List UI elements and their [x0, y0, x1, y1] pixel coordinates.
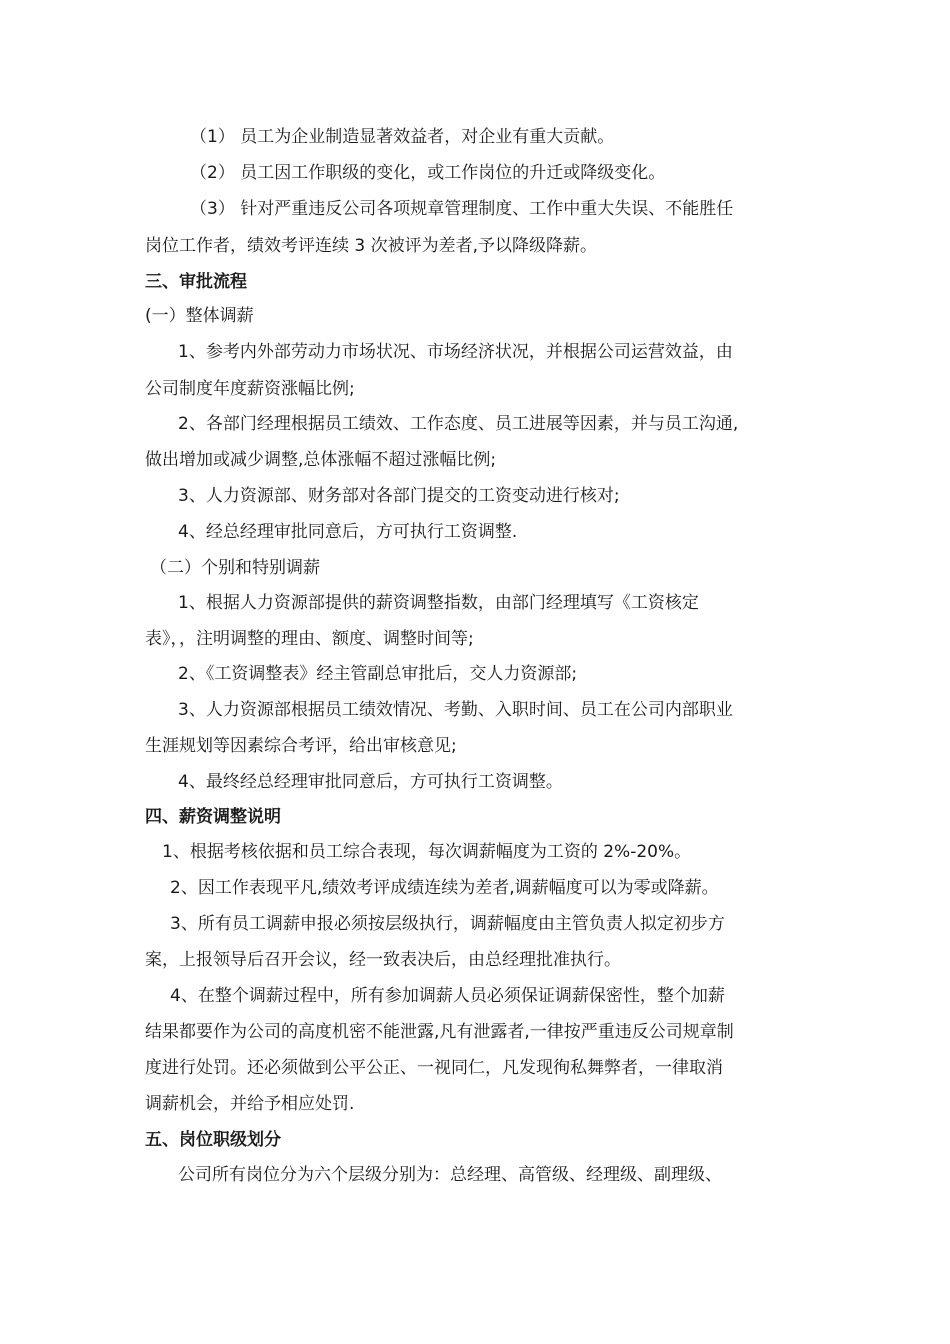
subsection-heading: （二）个别和特别调薪	[150, 558, 320, 578]
paragraph-line: 2、《工资调整表》经主管副总审批后，交人力资源部;	[178, 664, 578, 684]
paragraph-line: 做出增加或减少调整,总体涨幅不超过涨幅比例;	[145, 450, 497, 470]
paragraph-line: 生涯规划等因素综合考评，给出审核意见;	[145, 736, 457, 756]
paragraph-line: （2） 员工因工作职级的变化，或工作岗位的升迁或降级变化。	[190, 163, 666, 183]
paragraph-line: 结果都要作为公司的高度机密不能泄露,凡有泄露者,一律按严重违反公司规章制	[145, 1022, 734, 1042]
paragraph-line: 3、人力资源部、财务部对各部门提交的工资变动进行核对;	[178, 486, 620, 506]
paragraph-line: 1、根据人力资源部提供的薪资调整指数，由部门经理填写《工资核定	[178, 593, 699, 613]
paragraph-line: 表》，，注明调整的理由、额度、调整时间等;	[145, 629, 474, 649]
paragraph-line: 1、根据考核依据和员工综合表现，每次调薪幅度为工资的 2%-20%。	[162, 842, 692, 862]
paragraph-line: 度进行处罚。还必须做到公平公正、一视同仁，凡发现徇私舞弊者，一律取消	[145, 1058, 723, 1078]
paragraph-line: （1） 员工为企业制造显著效益者，对企业有重大贡献。	[190, 127, 615, 147]
paragraph-line: 公司所有岗位分为六个层级分别为：总经理、高管级、经理级、副理级、	[178, 1165, 722, 1185]
paragraph-line: 2、因工作表现平凡,绩效考评成绩连续为差者,调薪幅度可以为零或降薪。	[170, 878, 719, 898]
paragraph-line: 4、在整个调薪过程中，所有参加调薪人员必须保证调薪保密性，整个加薪	[170, 986, 725, 1006]
paragraph-line: 1、参考内外部劳动力市场状况、市场经济状况，并根据公司运营效益，由	[178, 342, 733, 362]
paragraph-line: 3、所有员工调薪申报必须按层级执行，调薪幅度由主管负责人拟定初步方	[170, 914, 725, 934]
paragraph-line: 4、最终经总经理审批同意后，方可执行工资调整。	[178, 772, 563, 792]
section-heading: 四、薪资调整说明	[145, 807, 281, 827]
paragraph-line: 岗位工作者，绩效考评连续 3 次被评为差者,予以降级降薪。	[145, 236, 598, 256]
paragraph-line: 公司制度年度薪资涨幅比例;	[145, 379, 355, 399]
paragraph-line: 2、各部门经理根据员工绩效、工作态度、员工进展等因素，并与员工沟通,	[178, 414, 739, 434]
section-heading: 五、岗位职级划分	[145, 1130, 281, 1150]
paragraph-line: 4、经总经理审批同意后，方可执行工资调整.	[178, 522, 518, 542]
paragraph-line: 案，上报领导后召开会议，经一致表决后，由总经理批准执行。	[145, 950, 621, 970]
paragraph-line: 调薪机会，并给予相应处罚.	[145, 1094, 355, 1114]
section-heading: 三、审批流程	[145, 272, 247, 292]
subsection-heading: (一）整体调薪	[145, 306, 254, 326]
paragraph-line: （3） 针对严重违反公司各项规章管理制度、工作中重大失误、不能胜任	[190, 199, 734, 219]
paragraph-line: 3、人力资源部根据员工绩效情况、考勤、入职时间、员工在公司内部职业	[178, 700, 733, 720]
